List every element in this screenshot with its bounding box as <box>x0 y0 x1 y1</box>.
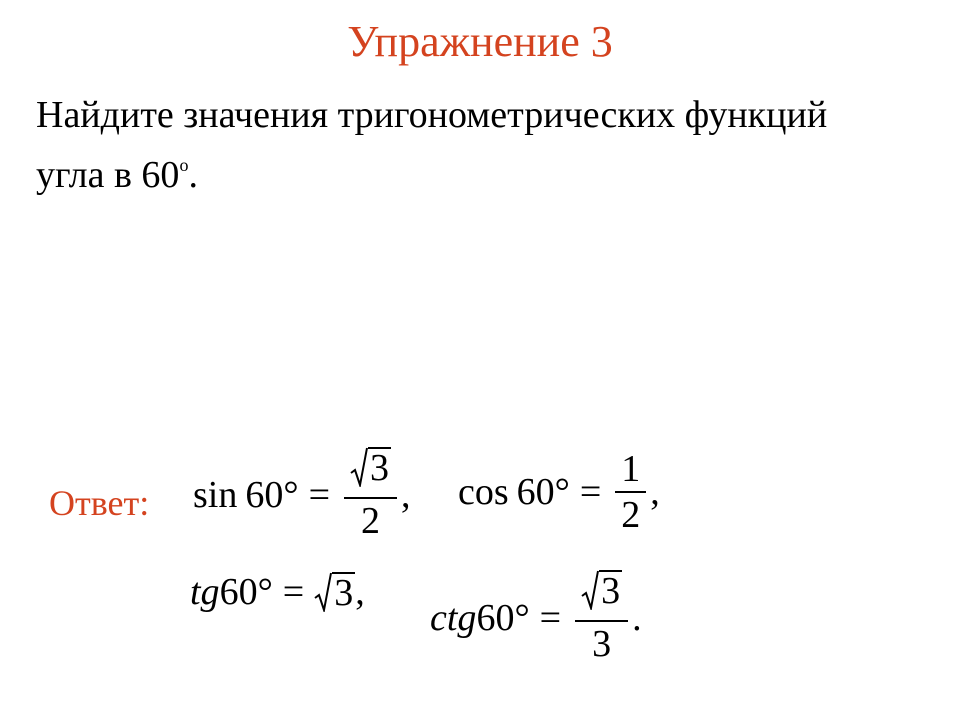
cos-punct: , <box>650 471 660 513</box>
sin-denominator: 2 <box>361 500 380 542</box>
ctg-numerator: 3 <box>601 570 621 612</box>
tg-equals: = <box>282 571 305 613</box>
ctg-arg: 60° <box>476 597 530 639</box>
sin-arg: 60° <box>245 474 299 516</box>
task-line-2-end: . <box>188 154 198 196</box>
task-line-2-text: угла в 60 <box>36 154 180 196</box>
sqrt-sign <box>350 447 391 487</box>
cos-denominator: 2 <box>621 494 641 536</box>
degree-mark: o <box>179 155 189 175</box>
ctg-equals: = <box>539 597 562 639</box>
task-text <box>36 90 936 200</box>
sin-equals: = <box>308 474 330 516</box>
tg-func: tg <box>190 571 220 613</box>
formula-ctg <box>430 570 642 666</box>
sin-fraction <box>344 447 397 543</box>
ctg-punct: . <box>632 597 642 639</box>
sin-func: sin <box>193 474 238 516</box>
tg-punct: , <box>355 571 365 613</box>
tg-arg: 60° <box>219 571 273 613</box>
task-line-1: Найдите значения тригонометрических функций <box>36 94 828 136</box>
exercise-title: Упражнение 3 <box>347 17 613 66</box>
cos-fraction <box>615 447 646 537</box>
task-line-2 <box>36 140 936 200</box>
formula-tg <box>190 570 365 614</box>
sqrt-sign <box>314 572 355 612</box>
ctg-func: ctg <box>430 597 477 639</box>
cos-arg: 60° <box>516 471 570 513</box>
sin-numerator: 3 <box>370 447 389 489</box>
cos-equals: = <box>579 471 602 513</box>
ctg-fraction <box>575 570 628 666</box>
cos-func: cos <box>458 471 509 513</box>
sqrt-sign <box>581 570 622 610</box>
formula-sin <box>193 447 411 543</box>
sin-punct: , <box>401 474 411 516</box>
tg-radicand: 3 <box>334 572 354 614</box>
cos-numerator: 1 <box>621 448 641 490</box>
formula-cos <box>458 447 660 537</box>
ctg-denominator: 3 <box>592 623 612 665</box>
answer-label: Ответ: <box>49 483 150 523</box>
